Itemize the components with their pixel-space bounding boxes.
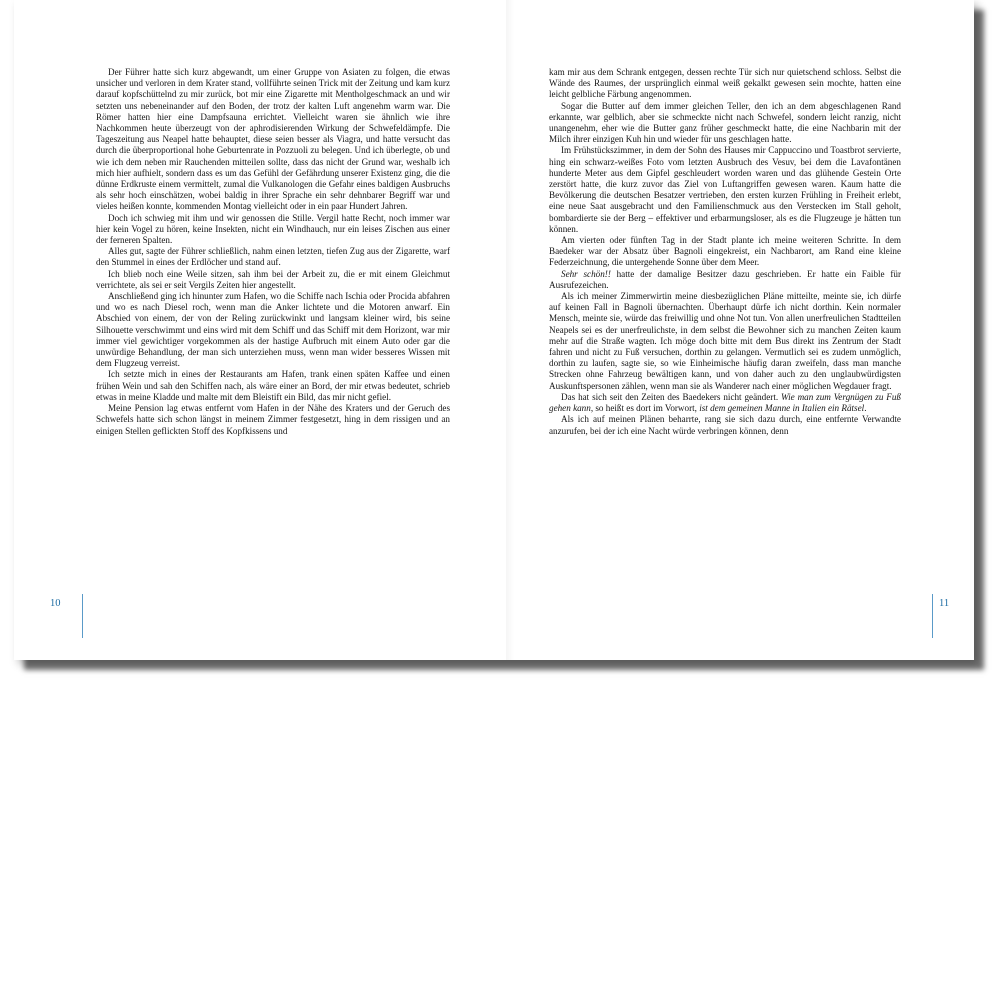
paragraph-text: . — [864, 403, 867, 414]
paragraph: kam mir aus dem Schrank entgegen, dessen rechte Tür sich nur quietschend schloss. Selbst die Wände des Raumes, der ursprünglich einmal weiß gekalkt gewesen sein mochte, hatten eine leicht gelbliche Färbung angenommen. — [549, 67, 901, 100]
page-number-right: 11 — [939, 598, 950, 609]
page-number-rule-right — [932, 594, 933, 638]
paragraph: Im Frühstückszimmer, in dem der Sohn des Hauses mir Cappuccino und Toastbrot servierte, hing ein schwarz-weißes Foto vom letzten Ausbruch des Vesuv, bei dem die Lavafontänen hunderte Meter aus dem Gipfel geschleudert worden waren und das glühende Gestein Orte zerstört hatte, die kurz zuvor das Ziel von Luftangriffen gewesen waren. Kaum hatte die Bevölkerung die deutschen Besatzer vertrieben, den ersten kurzen Frühling in Freiheit erlebt, eine neue Saat ausgebracht und den Familienschmuck aus den Verstecken im Stall geholt, bombardierte sie der Berg – effektiver und erbarmungsloser, als es die Flugzeuge je hätten tun können. — [549, 145, 901, 234]
italic-text: Wie man zum Vergnügen zu Fuß gehen kann — [549, 391, 901, 414]
paragraph: Am vierten oder fünften Tag in der Stadt plante ich meine weiteren Schritte. In dem Baedeker war der Absatz über Bagnoli eingekreist, ein Nachbarort, am Rand eine kleine Federzeichnung, die untergehende Sonne über dem Meer. — [549, 235, 901, 268]
right-page-text — [549, 67, 901, 437]
paragraph: Ich blieb noch eine Weile sitzen, sah ihm bei der Arbeit zu, die er mit einem Gleichmut verrichtete, als sei er seit Vergils Zeiten hier angestellt. — [96, 268, 450, 290]
page-number-rule-left — [82, 594, 83, 638]
paragraph: Anschließend ging ich hinunter zum Hafen, wo die Schiffe nach Ischia oder Procida abfahren und wo es nach Diesel roch, wenn man die Anker lichtete und die Motoren anwarf. Ein Abschied von einem, der von der Reling zurückwinkt und langsam kleiner wird, bis seine Silhouette verschwimmt und eins wird mit dem Schiff und das Schiff mit dem Horizont, war mir immer viel gewichtiger vorgekommen als der hastige Aufbruch mit einem Auto oder gar die unwürdige Behandlung, der man sich unterziehen muss, wenn man wider besseres Wissen mit dem Flugzeug verreist. — [96, 291, 450, 369]
book-spread — [14, 0, 974, 660]
left-page-text — [96, 67, 450, 437]
paragraph — [549, 269, 901, 291]
paragraph-text: hatte der damalige Besitzer dazu geschrieben. Er hatte ein Faible für Ausrufezeichen. — [549, 268, 902, 290]
paragraph-text: , so heißt es dort im Vorwort, — [590, 403, 700, 414]
paragraph: Sogar die Butter auf dem immer gleichen Teller, den ich an dem abgeschlagenen Rand erkannte, war gelblich, aber sie schmeckte nicht nach Schwefel, sondern leicht ranzig, nicht unangenehm, eher wie die Butter ganz früher geschmeckt hatte, die eine Nachbarin mit der Milch ihrer einzigen Kuh hin und wieder für uns geschlagen hatte. — [549, 100, 901, 145]
italic-text: Sehr schön!! — [561, 268, 611, 279]
paragraph: Der Führer hatte sich kurz abgewandt, um einer Gruppe von Asiaten zu folgen, die etwas unsicher und verloren in dem Krater stand, vollführte seinen Trick mit der Zeitung und kam kurz darauf kopfschüttelnd zu mir zurück, bot mir eine Zigarette mit Mentholgeschmack an und wir setzten uns nebeneinander auf den Boden, der trotz der kalten Luft angenehm warm war. Die Römer hatten hier eine Dampfsauna errichtet. Vielleicht waren sie ähnlich wie ihre Nachkommen heute überzeugt von der aphrodisierenden Wirkung der Schwefeldämpfe. Die Tageszeitung aus Neapel hatte behauptet, diese seien besser als Viagra, und hatte versucht das durch die überproportional hohe Geburtenrate in Pozzuoli zu belegen. Und ich überlegte, ob und wie ich dem neben mir Rauchenden mitteilen sollte, dass das nicht der Grund war, weshalb ich mich hier aufhielt, sondern dass es um das Gefühl der Gefährdung unserer Existenz ging, die die dünne Erdkruste einem vermittelt, zumal die Vulkanologen die Gefahr eines baldigen Ausbruchs als sehr hoch einschätzen, wobei baldig in ihrer Sprache ein sehr dehnbarer Begriff war und vieles heißen konnte, kommenden Montag vielleicht oder in ein paar Hundert Jahren. — [96, 67, 450, 212]
paragraph: Alles gut, sagte der Führer schließlich, nahm einen letzten, tiefen Zug aus der Zigarette, warf den Stummel in eines der Erdlöcher und stand auf. — [96, 246, 450, 268]
paragraph — [549, 392, 901, 414]
paragraph: Meine Pension lag etwas entfernt vom Hafen in der Nähe des Kraters und der Geruch des Schwefels hatte sich schon längst in meinem Zimmer festgesetzt, hing in dem rissigen und an einigen Stellen geflickten Stoff des Kopfkissens und — [96, 403, 450, 436]
paragraph: Als ich meiner Zimmerwirtin meine diesbezüglichen Pläne mitteilte, meinte sie, ich dürfe auf keinen Fall in Bagnoli übernachten. Überhaupt dürfe ich nicht dorthin. Kein normaler Mensch, meinte sie, würde das freiwillig und ohne Not tun. Von allen unerfreulichen Stadtteilen Neapels sei es der unerfreulichste, in dem selbst die Bewohner sich zu manchen Zeiten kaum mehr auf die Straße wagten. Ich möge doch bitte mit dem Bus direkt ins Zentrum der Stadt fahren und nicht zu Fuß versuchen, dorthin zu gelangen. Vermutlich sei es zudem unmöglich, dorthin zu laufen, sagte sie, so wie Einheimische häufig daran zweifeln, dass man manche Strecken ohne Fahrzeug bewältigen kann, und von daher auch zu den unglaubwürdigsten Auskunftspersonen zählen, wenn man sie als Wanderer nach einer möglichen Wegdauer fragt. — [549, 291, 901, 391]
paragraph: Als ich auf meinen Plänen beharrte, rang sie sich dazu durch, eine entfernte Verwandte anzurufen, bei der ich eine Nacht würde verbringen können, denn — [549, 414, 901, 436]
book-gutter — [506, 0, 514, 660]
paragraph: Ich setzte mich in eines der Restaurants am Hafen, trank einen späten Kaffee und einen frühen Wein und sah den Schiffen nach, als wäre einer an Bord, der mir etwas bedeutet, schrieb etwas in meine Kladde und malte mit dem Bleistift ein Bild, das mir nicht gefiel. — [96, 369, 450, 402]
italic-text: ist dem gemeinen Manne in Italien ein Rätsel — [699, 403, 865, 414]
page-number-left: 10 — [50, 598, 61, 609]
paragraph: Doch ich schwieg mit ihm und wir genossen die Stille. Vergil hatte Recht, noch immer war hier kein Vogel zu hören, keine Insekten, nicht ein Windhauch, nur ein leises Zischen aus einer der ferneren Spalten. — [96, 212, 450, 246]
paragraph-text: Das hat sich seit den Zeiten des Baedekers nicht geändert. — [561, 391, 782, 402]
